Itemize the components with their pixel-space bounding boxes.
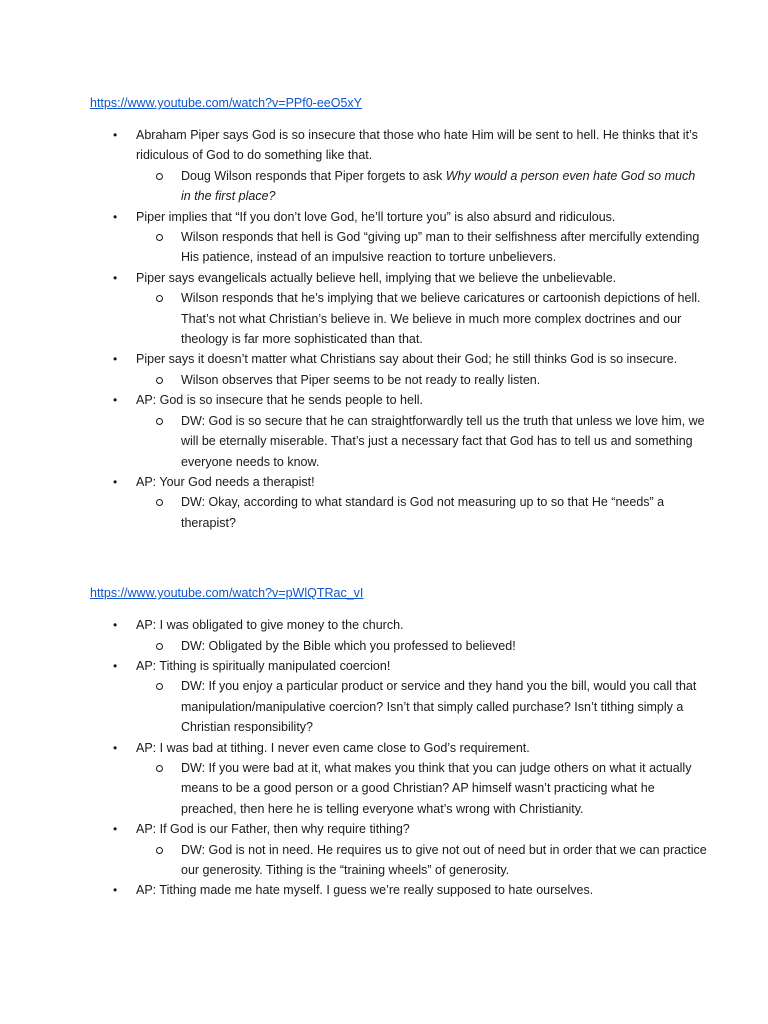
sub-item-text: DW: If you were bad at it, what makes you think that you can judge others on what it actually means to be a good person or a good Christian? AP himself wasn’t practicing what he preached, then here he is telling everyone what’s wrong with Christianity. xyxy=(181,760,692,816)
section-spacer xyxy=(90,533,708,584)
sub-list-item xyxy=(136,636,708,656)
list-item-text: Abraham Piper says God is so insecure that those who hate Him will be sent to hell. He thinks that it’s ridiculous of God to do something like that. xyxy=(136,128,698,163)
bullet-icon: • xyxy=(113,270,118,285)
sub-list xyxy=(136,411,708,472)
bullet-icon: • xyxy=(113,658,118,673)
notes-section xyxy=(90,94,708,533)
sub-list-item xyxy=(136,840,708,881)
sub-list-item xyxy=(136,166,708,207)
sub-item-italic-text: Why would a person even hate God so much in the first place? xyxy=(181,168,696,204)
sub-list-item xyxy=(136,758,708,819)
sub-list xyxy=(136,492,708,533)
sub-list-item xyxy=(136,411,708,472)
hollow-circle-icon xyxy=(156,418,163,425)
sub-list-item xyxy=(136,676,708,737)
hollow-circle-icon xyxy=(156,377,163,384)
sub-item-text: DW: Okay, according to what standard is God not measuring up to so that He “needs” a therapist? xyxy=(181,495,665,530)
sub-item-text: DW: God is not in need. He requires us to give not out of need but in order that we can practice our generosity. Tithing is the “training wheels” of generosity. xyxy=(181,842,707,877)
hollow-circle-icon xyxy=(156,295,163,302)
list-item-text: AP: I was bad at tithing. I never even came close to God’s requirement. xyxy=(136,740,530,755)
sub-list xyxy=(136,166,708,207)
list-item-text: AP: Tithing made me hate myself. I guess we’re really supposed to hate ourselves. xyxy=(136,883,594,898)
hollow-circle-icon xyxy=(156,173,163,180)
list-item xyxy=(90,615,708,656)
video-link[interactable]: https://www.youtube.com/watch?v=pWlQTRac_vI xyxy=(90,586,364,601)
hollow-circle-icon xyxy=(156,643,163,650)
list-item-text: AP: If God is our Father, then why require tithing? xyxy=(136,822,410,837)
list-item-text: AP: Your God needs a therapist! xyxy=(136,474,315,489)
list-item xyxy=(90,349,708,390)
bullet-icon: • xyxy=(113,128,118,142)
sub-item-text: Doug Wilson responds that Piper forgets to ask xyxy=(181,168,446,183)
sub-item-text: Wilson observes that Piper seems to be not ready to really listen. xyxy=(181,372,541,387)
bullet-icon: • xyxy=(113,740,118,755)
sub-list xyxy=(136,840,708,881)
list-item xyxy=(90,390,708,472)
sub-list xyxy=(136,227,708,268)
bullet-icon: • xyxy=(113,393,118,408)
list-item xyxy=(90,207,708,268)
hollow-circle-icon xyxy=(156,847,163,854)
bullet-icon: • xyxy=(113,822,118,837)
notes-section xyxy=(90,584,708,901)
sub-item-text: DW: Obligated by the Bible which you professed to believed! xyxy=(181,638,516,653)
sub-item-text: DW: God is so secure that he can straightforwardly tell us the truth that unless we love him, we will be eternally miserable. That’s just a necessary fact that God has to tell us and something everyone needs to know. xyxy=(181,413,705,469)
bullet-icon: • xyxy=(113,209,118,224)
hollow-circle-icon xyxy=(156,234,163,241)
hollow-circle-icon xyxy=(156,765,163,772)
list-item-text: AP: I was obligated to give money to the church. xyxy=(136,618,404,633)
bullet-icon: • xyxy=(113,474,118,489)
sub-list xyxy=(136,676,708,737)
list-item xyxy=(90,738,708,820)
sub-list xyxy=(136,636,708,656)
hollow-circle-icon xyxy=(156,499,163,506)
list-item-text: Piper says it doesn’t matter what Christians say about their God; he still thinks God is so insecure. xyxy=(136,352,678,367)
list-item xyxy=(90,880,708,900)
list-item xyxy=(90,125,708,207)
list-item-text: Piper implies that “If you don’t love God, he’ll torture you” is also absurd and ridiculous. xyxy=(136,209,616,224)
sub-item-text: DW: If you enjoy a particular product or service and they hand you the bill, would you call that manipulation/manipulative coercion? Isn’t that simply called purchase? Isn’t tithing simply a Christian responsibility? xyxy=(181,679,697,735)
sub-list-item xyxy=(136,227,708,268)
sub-list-item xyxy=(136,370,708,390)
sub-list-item xyxy=(136,492,708,533)
sub-item-text: Wilson responds that he’s implying that we believe caricatures or cartoonish depictions of hell. That’s not what Christian’s believe in. We believe in much more complex doctrines and our theology is far more sophisticated than that. xyxy=(181,291,701,347)
video-link[interactable]: https://www.youtube.com/watch?v=PPf0-eeO5xY xyxy=(90,96,363,110)
list-item xyxy=(90,656,708,738)
bullet-icon: • xyxy=(113,352,118,367)
sub-list xyxy=(136,758,708,819)
list-item-text: Piper says evangelicals actually believe hell, implying that we believe the unbelievable. xyxy=(136,270,617,285)
bullet-icon: • xyxy=(113,618,118,633)
sub-list xyxy=(136,288,708,349)
bullet-icon: • xyxy=(113,883,118,898)
list-item xyxy=(90,819,708,880)
list-item-text: AP: Tithing is spiritually manipulated coercion! xyxy=(136,658,391,673)
bullet-list xyxy=(90,615,708,901)
list-item-text: AP: God is so insecure that he sends people to hell. xyxy=(136,393,423,408)
sub-list xyxy=(136,370,708,390)
bullet-list xyxy=(90,125,708,533)
sub-item-text: Wilson responds that hell is God “giving up” man to their selfishness after mercifully extending His patience, instead of an impulsive reaction to torture unbelievers. xyxy=(181,230,700,265)
list-item xyxy=(90,472,708,533)
sub-list-item xyxy=(136,288,708,349)
hollow-circle-icon xyxy=(156,683,163,690)
list-item xyxy=(90,268,708,350)
